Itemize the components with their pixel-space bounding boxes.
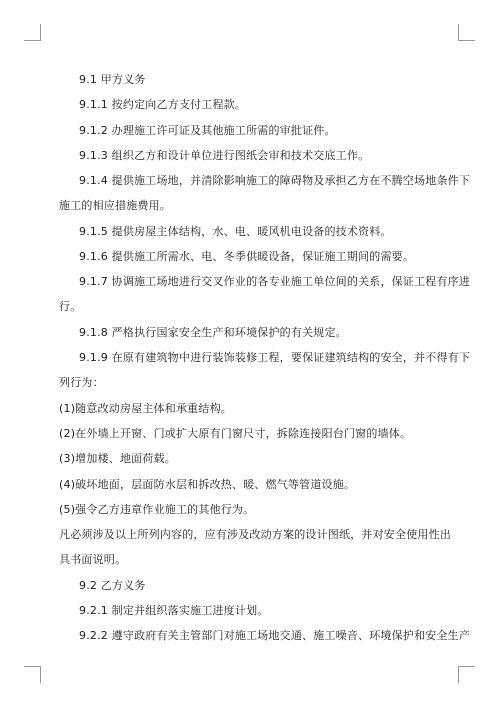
crop-mark-top-right xyxy=(458,24,475,41)
clause-9-1-7-cont: 行。 xyxy=(59,300,82,313)
clause-9-1-4-cont: 施工的相应措施费用。 xyxy=(59,199,171,212)
item-2: (2)在外墙上开窗、门或扩大原有门窗尺寸，拆除连接阳台门窗的墙体。 xyxy=(59,427,412,440)
clause-9-1-5: 9.1.5 提供房屋主体结构，水、电、暖风机电设备的技术资料。 xyxy=(79,225,392,238)
clause-9-1-9-cont: 列行为： xyxy=(59,376,104,389)
note-paragraph-cont: 具书面说明。 xyxy=(59,553,127,566)
heading-9-1: 9.1 甲方义务 xyxy=(79,73,146,86)
clause-9-1-4: 9.1.4 提供施工场地，并清除影响施工的障碍物及承担乙方在不腾空场地条件下 xyxy=(79,174,471,187)
item-1: (1)随意改动房屋主体和承重结构。 xyxy=(59,402,232,415)
clause-9-1-6: 9.1.6 提供施工所需水、电、冬季供暖设备，保证施工期间的需要。 xyxy=(79,250,415,263)
crop-mark-bottom-left xyxy=(24,666,41,683)
clause-9-1-8: 9.1.8 严格执行国家安全生产和环境保护的有关规定。 xyxy=(79,326,347,339)
item-5: (5)强令乙方违章作业施工的其他行为。 xyxy=(59,503,255,516)
item-4: (4)破坏地面，层面防水层和拆改热、暖、燃气等管道设施。 xyxy=(59,478,356,491)
crop-mark-bottom-right xyxy=(458,666,475,683)
clause-9-1-7: 9.1.7 协调施工场地进行交叉作业的各专业施工单位间的关系，保证工程有序进 xyxy=(79,275,471,288)
clause-9-2-2: 9.2.2 遵守政府有关主管部门对施工场地交通、施工噪音、环境保护和安全生产 xyxy=(79,629,471,642)
heading-9-2: 9.2 乙方义务 xyxy=(79,579,146,592)
item-3: (3)增加楼、地面荷载。 xyxy=(59,452,176,465)
crop-mark-top-left xyxy=(24,24,41,41)
note-paragraph: 凡必须涉及以上所列内容的，应有涉及改动方案的设计图纸，并对安全使用性出 xyxy=(59,528,451,541)
clause-9-1-2: 9.1.2 办理施工许可证及其他施工所需的审批证件。 xyxy=(79,124,336,137)
clause-9-1-1: 9.1.1 按约定向乙方支付工程款。 xyxy=(79,98,247,111)
clause-9-1-9: 9.1.9 在原有建筑物中进行装饰装修工程，要保证建筑结构的安全，并不得有下 xyxy=(79,351,471,364)
clause-9-2-1: 9.2.1 制定并组织落实施工进度计划。 xyxy=(79,604,269,617)
clause-9-1-3: 9.1.3 组织乙方和设计单位进行图纸会审和技术交底工作。 xyxy=(79,149,370,162)
